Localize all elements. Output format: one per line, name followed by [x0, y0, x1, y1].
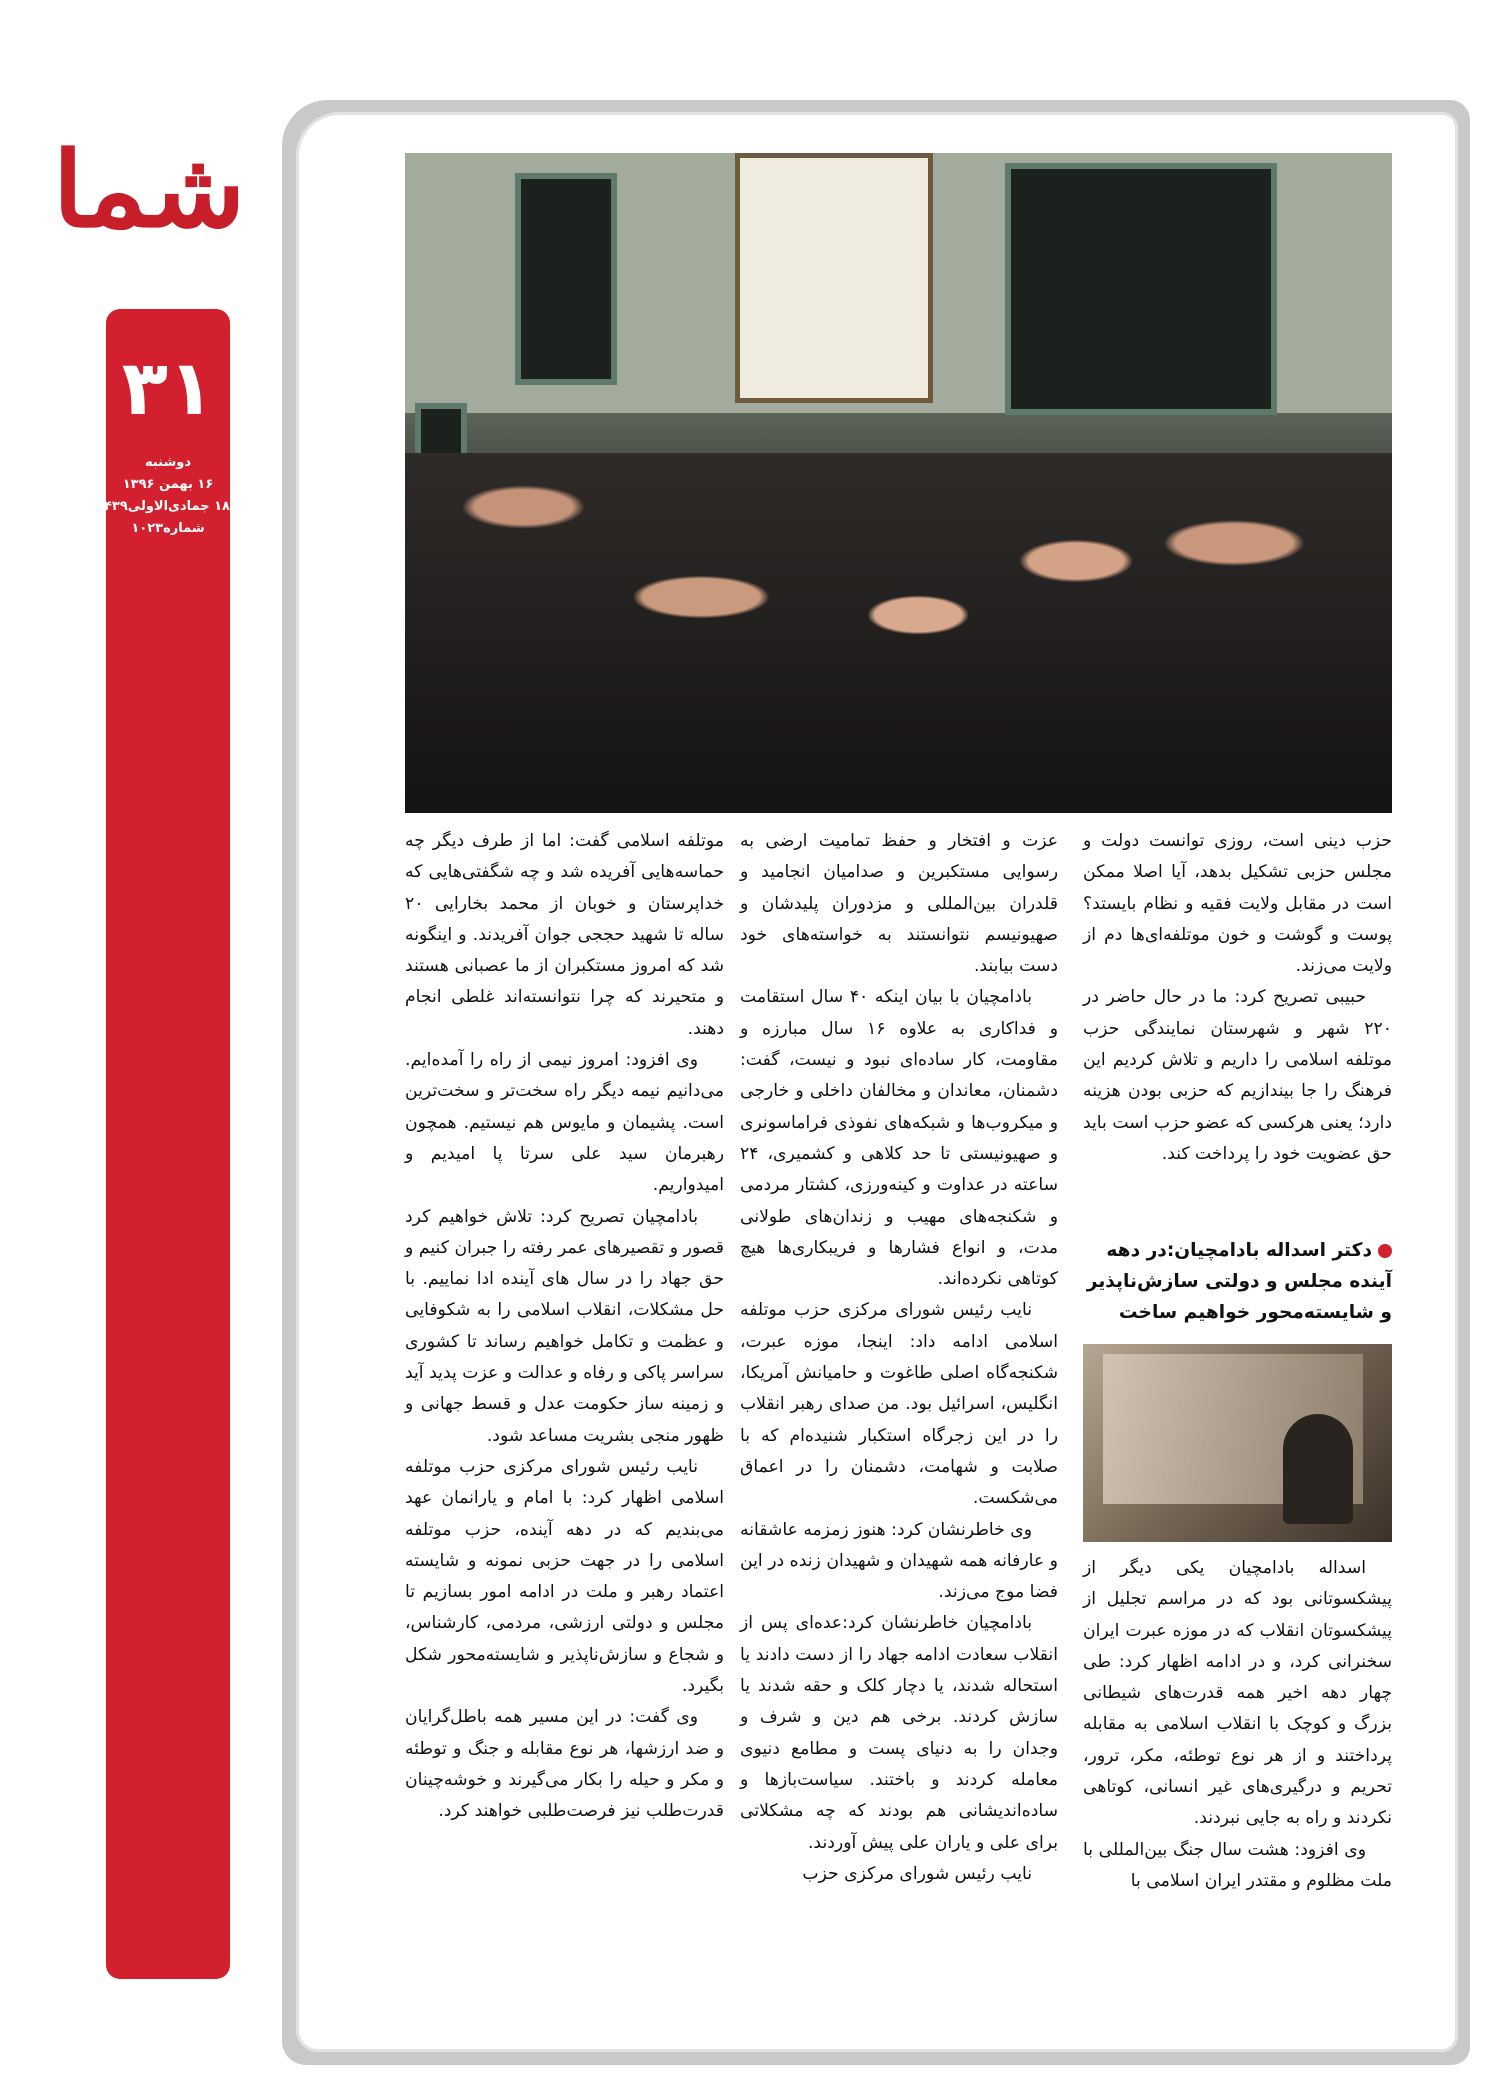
paragraph: بادامچیان تصریح کرد: تلاش خواهیم کرد قصور و تقصیرهای عمر رفته را جبران کنیم و حق جهاد را در سال های آینده ادا نماییم. با حل مشکلات، انقلاب اسلامی را به شکوفایی و عظمت و تکامل خواهیم رساند تا کشوری سراسر پاکی و رفاه و عدالت و عزت پدید آید و زمینه ساز حکومت عدل و قسط جهانی و ظهور منجی بشریت مساعد شود. — [405, 1206, 724, 1446]
main-photo — [405, 153, 1392, 813]
paragraph: عزت و افتخار و حفظ تمامیت ارضی به رسوایی مستکبرین و صدامیان انجامید و قلدران بین‌المللی و مزدوران پلیدشان و صهیونیسم نتوانستند به خواسته‌های خود دست بیابند. — [740, 831, 1058, 977]
paragraph: نایب رئیس شورای مرکزی حزب موتلفه اسلامی ادامه داد: اینجا، موزه عبرت، شکنجه‌گاه اصلی طاغوت و حامیانش آمریکا، انگلیس، اسرائیل بود. من صدای رهبر انقلاب را در این زجرگاه استکبار شنیده‌ام که با صلابت و شهامت، دشمنان را در اعماق می‌شکست. — [740, 1300, 1058, 1509]
page-number: ۳۱ — [121, 343, 215, 432]
paragraph: نایب رئیس شورای مرکزی حزب موتلفه اسلامی اظهار کرد: با امام و یارانمان عهد می‌بندیم که در دهه آینده، حزب موتلفه اسلامی را در جهت حزبی نمونه و شایسته اعتماد رهبر و ملت در ادامه امور بسازیم تا مجلس و دولتی ارزشی، مردمی، کارشناس، و شجاع و سازش‌ناپذیر و شایسته‌محور شکل بگیرد. — [405, 1456, 724, 1697]
date-solar: ۱۶ بهمن ۱۳۹۶ — [122, 477, 214, 492]
date-lunar: ۱۸ جمادی‌الاولی۱۴۳۹ — [96, 499, 230, 514]
side-bar — [96, 309, 230, 1979]
bullet-dot-icon — [1378, 1244, 1392, 1258]
photo-window — [1005, 163, 1277, 415]
section-headline — [1083, 1235, 1392, 1328]
photo-crowd — [405, 453, 1392, 813]
photo-poster-frame — [735, 153, 933, 403]
masthead-logo: شما — [52, 128, 246, 251]
paragraph: بادامچیان با بیان اینکه ۴۰ سال استقامت و فداکاری به علاوه ۱۶ سال مبارزه و مقاومت، کار ساده‌ای نبود و نیست، گفت: دشمنان، معاندان و مخالفان داخلی و خارجی و میکروب‌ها و شبکه‌های نفوذی فراماسونری و صهیونیستی تا حد کلاهی و کشمیری، ۲۴ ساعته در عداوت و کینه‌ورزی، کشتار مردمی و شکنجه‌های مهیب و زندان‌های طولانی مدت، و انواع فشارها و فریبکاری‌ها هیچ کوتاهی نکرده‌اند. — [740, 987, 1058, 1290]
issue-number: شماره۱۰۲۳ — [131, 521, 205, 536]
paragraph: وی گفت: در این مسیر همه باطل‌گرایان و ضد ارزشها، هر نوع مقابله و جنگ و توطئه و مکر و حیله را بکار می‌گیرند و خوشه‌چینان قدرت‌طلب نیز فرصت‌طلبی خواهند کرد. — [405, 1707, 724, 1822]
column-middle — [740, 826, 1058, 1890]
photo-window — [515, 173, 617, 385]
weekday: دوشنبه — [144, 455, 192, 470]
paragraph: موتلفه اسلامی گفت: اما از طرف دیگر چه حماسه‌هایی آفریده شد و چه شگفتی‌هایی که خداپرستان و خوبان از محمد بخارایی ۲۰ ساله تا شهید حججی جوان آفریدند. و اینگونه شد که امروز مستکبران از ما عصبانی هستند و متحیرند که چرا نتوانسته‌اند غلطی انجام دهند. — [405, 831, 724, 1039]
photo-speaker — [1283, 1414, 1353, 1524]
paragraph: اسداله بادامچیان یکی دیگر از پیشکسوتانی بود که در مراسم تجلیل از پیشکسوتان انقلاب که در موزه عبرت ایران سخنرانی کرد، و در ادامه اظهار کرد: طی چهار دهه اخیر همه قدرت‌های شیطانی بزرگ و کوچک با انقلاب اسلامی به مقابله پرداختند و از هر نوع توطئه، مکر، ترور، تحریم و درگیری‌های غیر انسانی، کوتاهی نکردند و راه به جایی نبردند. — [1083, 1558, 1392, 1829]
column-left — [405, 826, 724, 1828]
paragraph: حبیبی تصریح کرد: ما در حال حاضر در ۲۲۰ شهر و شهرستان نمایندگی حزب موتلفه اسلامی را داریم و تلاش کردیم این فرهنگ را جا بیندازیم که حزبی بودن هزینه دارد؛ یعنی هرکسی که عضو حزب است باید حق عضویت خود را پرداخت کند. — [1083, 987, 1392, 1164]
column-right-top — [1083, 826, 1392, 1170]
headline-text: دکتر اسداله بادامچیان:در دهه آینده مجلس و دولتی سازش‌ناپذیر و شایسته‌محور خواهیم ساخت — [1086, 1240, 1392, 1323]
column-right-bottom — [1083, 1553, 1392, 1897]
issue-meta — [96, 452, 230, 540]
paragraph: حزب دینی است، روزی توانست دولت و مجلس حزبی تشکیل بدهد، آیا اصلا ممکن است در مقابل ولایت فقیه و نظام بایستد؟ پوست و گوشت و خون موتلفه‌ای‌ها دم از ولایت می‌زند. — [1083, 831, 1392, 977]
paragraph: وی افزود: هشت سال جنگ بین‌المللی با ملت مظلوم و مقتدر ایران اسلامی با — [1083, 1839, 1392, 1891]
paragraph: وی افزود: امروز نیمی از راه را آمده‌ایم. می‌دانیم نیمه دیگر راه سخت‌تر و سخت‌ترین است. پشیمان و مایوس هم نیستیم. همچون رهبرمان سید علی سرتا پا امیدیم و امیدواریم. — [405, 1050, 724, 1196]
paragraph: وی خاطرنشان کرد: هنوز زمزمه عاشقانه و عارفانه همه شهیدان و شهیدان زنده در این فضا موج می‌زند. — [740, 1519, 1058, 1603]
paragraph: بادامچیان خاطرنشان کرد:عده‌ای پس از انقلاب سعادت ادامه جهاد را از دست دادند یا استحاله شدند، یا دچار کلک و حقه شدند یا سازش کردند. برخی هم دین و شرف و وجدان را به دنیای پست و مطامع دنیوی معامله کردند و باختند. سیاست‌بازها و ساده‌اندیشانی هم بودند که چه مشکلاتی برای علی و یاران علی پیش آوردند. — [740, 1613, 1058, 1853]
inset-photo — [1083, 1344, 1392, 1542]
paragraph: نایب رئیس شورای مرکزی حزب — [802, 1863, 1032, 1884]
